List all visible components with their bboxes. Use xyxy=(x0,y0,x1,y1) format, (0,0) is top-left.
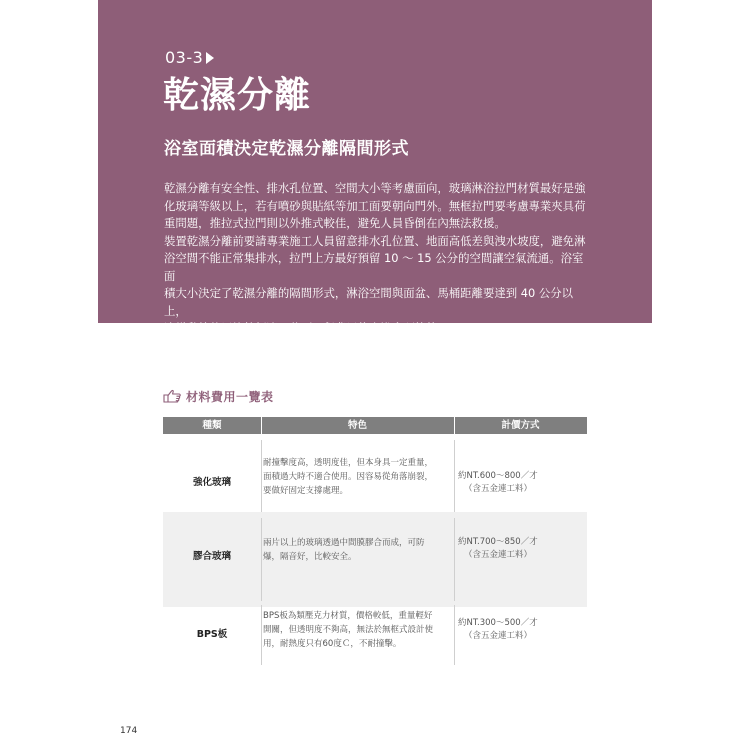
column-divider xyxy=(261,440,262,523)
table-row xyxy=(163,599,587,669)
text-line: 要做好固定支撐處理。 xyxy=(263,486,349,496)
intro-text xyxy=(164,180,590,338)
material-price xyxy=(458,617,583,643)
text-line: 耐撞擊度高，透明度佳，但本身具一定重量， xyxy=(263,458,434,468)
table-heading xyxy=(163,386,274,406)
intro-paragraph-1 xyxy=(164,180,590,233)
price-note: （含五金連工料） xyxy=(464,484,533,494)
section-header-block xyxy=(98,0,652,335)
price-value: 約NT.300～500／才 xyxy=(458,618,538,628)
price-note: （含五金連工料） xyxy=(464,631,533,641)
column-divider xyxy=(261,605,262,665)
text-line: 這樣動線使用比較舒適，此項工程費用約占浴室預算的 20%。 xyxy=(164,321,478,335)
column-header-type: 種類 xyxy=(202,420,222,431)
material-name: BPS板 xyxy=(196,629,228,640)
column-divider xyxy=(454,518,455,601)
page-subtitle: 浴室面積決定乾濕分離隔間形式 xyxy=(164,139,409,159)
pointing-hand-icon xyxy=(163,389,181,403)
price-note: （含五金連工料） xyxy=(464,550,533,560)
text-line: 浴空間不能正常集排水，拉門上方最好預留 10 ～ 15 公分的空間讓空氣流通。浴室面 xyxy=(164,251,584,283)
section-number: 03-3 xyxy=(165,48,204,67)
column-header-features: 特色 xyxy=(347,420,367,431)
material-feature xyxy=(263,456,449,498)
text-line: 用，耐熱度只有60度Ｃ，不耐撞擊。 xyxy=(263,639,402,649)
column-divider xyxy=(261,518,262,601)
page-title: 乾濕分離 xyxy=(163,75,312,116)
table-header-row xyxy=(163,417,587,434)
material-feature xyxy=(263,609,449,651)
price-value: 約NT.700～850／才 xyxy=(458,537,538,547)
material-name: 強化玻璃 xyxy=(192,477,231,488)
page-number: 174 xyxy=(120,726,138,736)
text-line: 裝置乾濕分離前要請專業施工人員留意排水孔位置、地面高低差與洩水坡度，避免淋 xyxy=(164,233,586,248)
right-triangle-icon xyxy=(206,52,214,64)
text-line: 重問題，推拉式拉門則以外推式較佳，避免人員昏倒在內無法救援。 xyxy=(164,216,506,230)
text-line: 積大小決定了乾濕分離的隔間形式，淋浴空間與面盆、馬桶距離要達到 40 公分以上， xyxy=(164,286,574,318)
column-header-pricing: 計價方式 xyxy=(501,420,540,431)
column-divider xyxy=(454,440,455,523)
text-line: 化玻璃等級以上，若有噴砂與貼紙等加工面要朝向門外。無框拉門要考慮專業夾具荷 xyxy=(164,198,586,213)
material-price xyxy=(458,536,583,562)
text-line: 兩片以上的玻璃透過中間膜膠合而成，可防 xyxy=(263,538,425,548)
table-heading-text: 材料費用一覽表 xyxy=(186,389,274,404)
intro-paragraph-2 xyxy=(164,233,590,338)
text-line: 爆，隔音好，比較安全。 xyxy=(263,552,357,562)
table-row xyxy=(163,512,587,607)
text-line: BPS板為類壓克力材質，價格較低，重量輕好 xyxy=(263,611,433,621)
text-line: 乾濕分離有安全性、排水孔位置、空間大小等考慮面向，玻璃淋浴拉門材質最好是強 xyxy=(164,181,586,195)
material-price xyxy=(458,470,583,496)
material-name: 膠合玻璃 xyxy=(192,551,231,562)
price-value: 約NT.600～800／才 xyxy=(458,471,538,481)
text-line: 開關，但透明度不夠高，無法於無框式設計使 xyxy=(263,625,434,635)
material-feature xyxy=(263,536,449,564)
text-line: 面積過大時不適合使用。因容易從角落崩裂， xyxy=(263,472,434,482)
column-divider xyxy=(454,605,455,665)
